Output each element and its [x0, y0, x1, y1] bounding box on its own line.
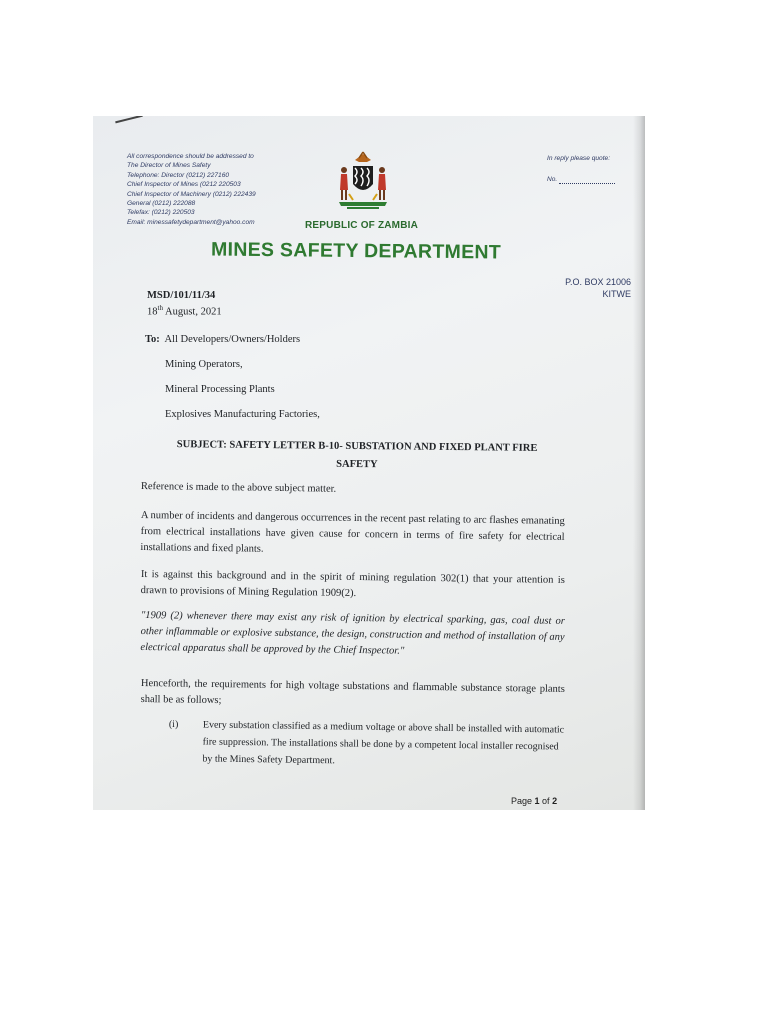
scanned-letter-photo	[93, 116, 645, 810]
page-current: 1	[534, 796, 540, 806]
letter-body	[93, 116, 645, 810]
reference-code: MSD/101/11/34	[147, 290, 216, 301]
paragraph-reference: Reference is made to the above subject matter.	[140, 480, 337, 495]
letter-date	[147, 302, 222, 319]
department-title: MINES SAFETY DEPARTMENT	[210, 238, 502, 264]
subject-line: SAFETY	[336, 458, 378, 471]
contact-line: All correspondence should be addressed to	[127, 153, 254, 160]
reference-block	[147, 290, 222, 319]
subject-heading	[157, 436, 557, 476]
recipient: Mining Operators,	[165, 359, 243, 370]
paragraph-background: It is against this background and in the spirit of mining regulation 302(1) that your attention is drawn to provisions of Mining Regulation 1909(2).	[140, 568, 565, 600]
recipient: Mineral Processing Plants	[165, 384, 275, 395]
contact-line: The Director of Mines Safety	[127, 162, 211, 170]
contact-line: Chief Inspector of Machinery (0212) 222439	[127, 190, 256, 198]
reply-no-label: No.	[547, 176, 558, 183]
to-label: To:	[145, 334, 160, 345]
date-suffix: th	[157, 304, 163, 312]
contact-line: General (0212) 222088	[127, 200, 196, 208]
date-day: 18	[147, 306, 158, 318]
regulation-quote: "1909 (2) whenever there may exist any risk of ignition by electrical sparking, gas, coal dust or other inflammable or explosive substance, the design, construction and method of installation of any electrical apparatus shall be approved by the Chief Inspector."	[140, 609, 565, 657]
list-item-number: (i)	[168, 718, 179, 731]
subject-line: SUBJECT: SAFETY LETTER B-10- SUBSTATION AND FIXED PLANT FIRE	[176, 439, 538, 454]
contact-line: Telephone: Director (0212) 227160	[127, 171, 230, 179]
contact-line: Telefax: (0212) 220503	[127, 209, 195, 217]
republic-label: REPUBLIC OF ZAMBIA	[305, 220, 419, 231]
contact-line: Chief Inspector of Mines (0212 220503	[127, 181, 241, 189]
reply-quote-label: In reply please quote:	[547, 155, 611, 162]
list-item-text: Every substation classified as a medium voltage or above shall be installed with automatic fire suppression. The installations shall be done by a competent local installer recognised by the Mines Safety Department.	[202, 719, 565, 767]
page-number	[511, 796, 557, 806]
city: KITWE	[602, 289, 631, 299]
page-sep: of	[539, 796, 553, 806]
contact-line: Email: minessafetydepartment@yahoo.com	[127, 218, 255, 226]
po-box: P.O. BOX 21006	[565, 277, 631, 287]
recipient: Explosives Manufacturing Factories,	[165, 409, 320, 420]
paragraph-requirements: Henceforth, the requirements for high voltage substations and flammable substance storage plants shall be as follows;	[140, 677, 565, 707]
paragraph-incidents: A number of incidents and dangerous occurrences in the recent past relating to arc flashes emanating from electrical installations have given cause for concern in terms of fire safety for electrical installations and fixed plants.	[140, 509, 565, 555]
recipient-line	[145, 334, 300, 345]
recipient: All Developers/Owners/Holders	[164, 334, 301, 345]
page-prefix: Page	[511, 796, 535, 806]
list-item	[168, 716, 569, 773]
date-rest: August, 2021	[162, 306, 222, 318]
page-total: 2	[552, 796, 558, 806]
